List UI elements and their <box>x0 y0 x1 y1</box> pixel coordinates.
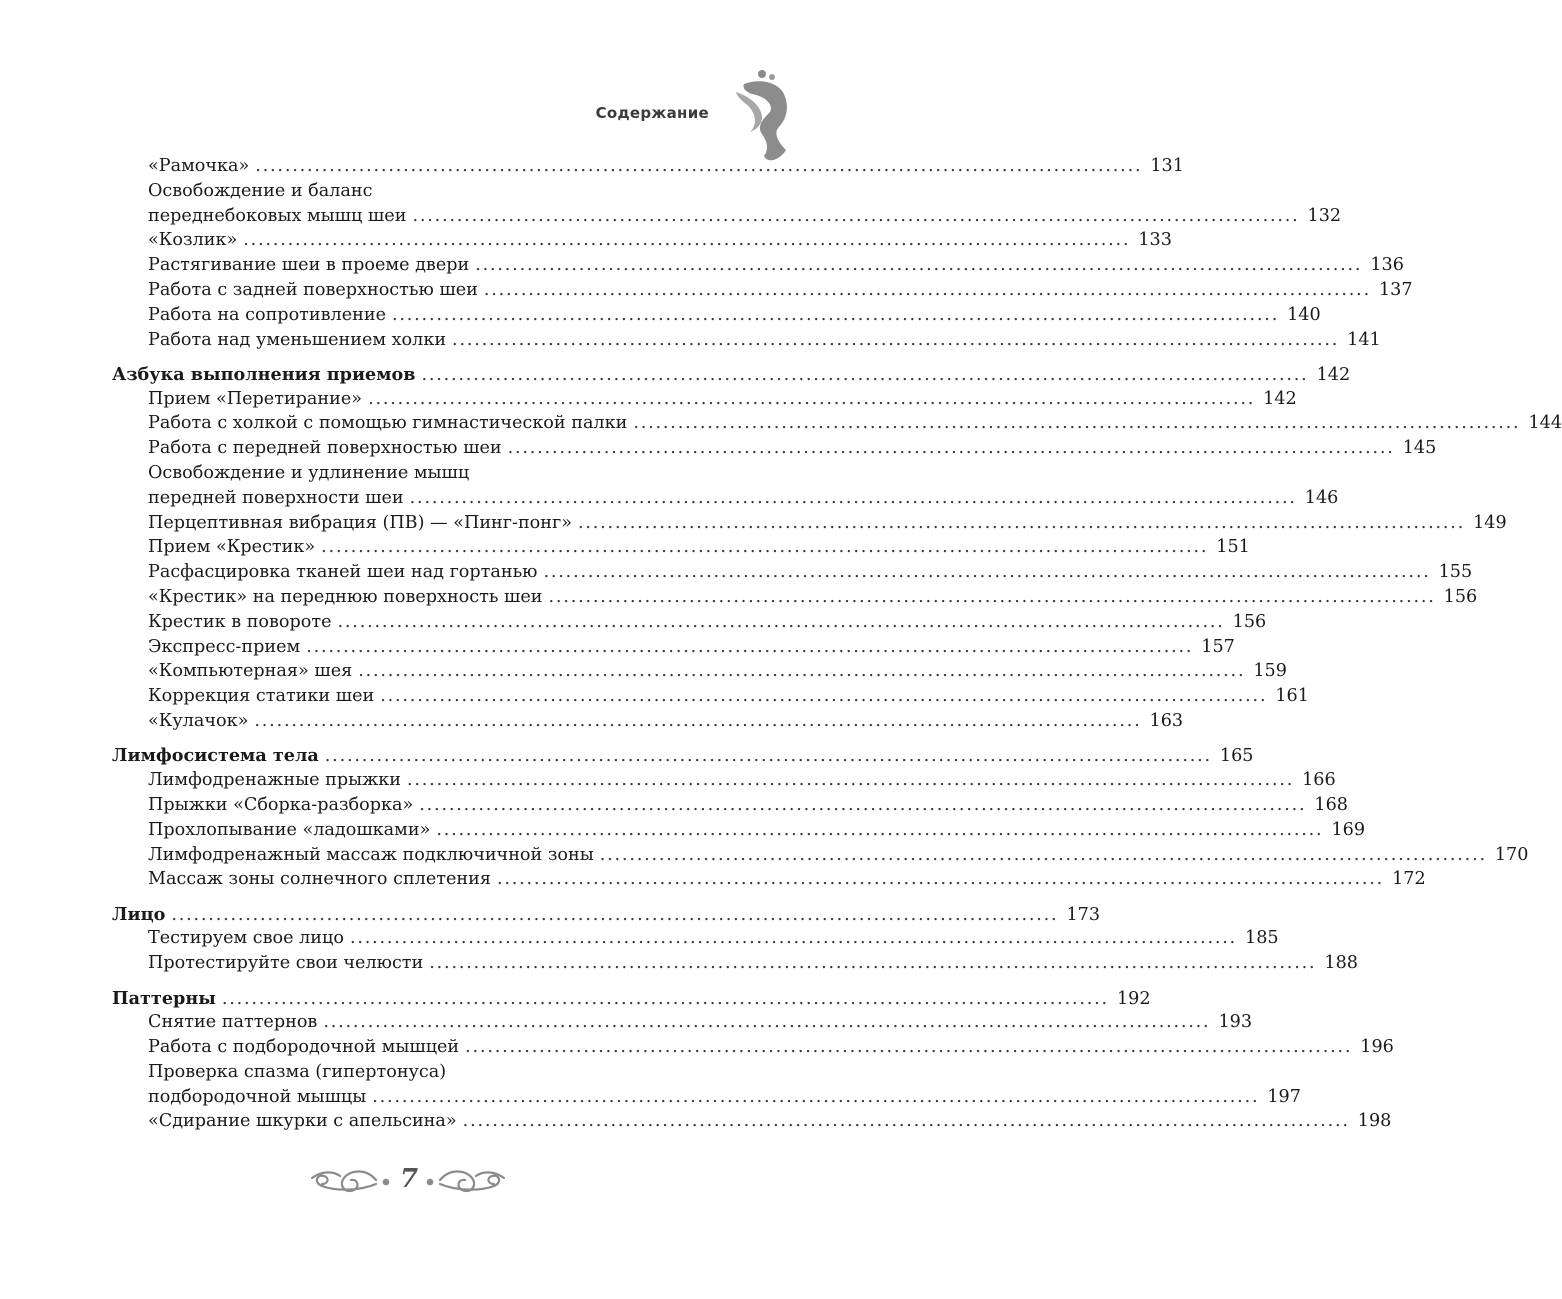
toc-entry-row <box>112 661 1287 686</box>
leader-dots: ........................................................................................................................ <box>380 686 1268 707</box>
leader-dots: ........................................................................................................................ <box>507 438 1395 459</box>
toc-entry-row <box>112 587 1478 612</box>
toc-entry-row <box>112 611 1267 637</box>
toc-entry-row <box>112 686 1309 711</box>
toc-entry-row <box>112 869 1426 894</box>
leader-dots: ........................................................................................................................ <box>391 304 1280 325</box>
toc-page-number: 188 <box>1324 953 1358 974</box>
toc-page-number: 146 <box>1304 487 1339 508</box>
toc-page-number: 166 <box>1302 770 1336 791</box>
toc-entry-title: Растягивание шеи в проеме двери <box>148 255 470 276</box>
toc-section-row <box>112 363 1351 389</box>
leader-dots: ........................................................................................................................ <box>421 364 1309 385</box>
toc-entry-title: Массаж зоны солнечного сплетения <box>148 869 491 890</box>
running-header-title: Содержание <box>595 104 709 122</box>
toc-entry-row <box>112 230 1172 255</box>
toc-page-number: 140 <box>1287 304 1321 325</box>
leader-dots: ........................................................................................................................ <box>368 388 1256 409</box>
leader-dots: ........................................................................................................................ <box>543 562 1431 583</box>
toc-entry-row <box>112 512 1507 538</box>
leader-dots: ........................................................................................................................ <box>633 413 1521 434</box>
leader-dots: ........................................................................................................................ <box>321 537 1209 558</box>
toc-entry-title: Работа на сопротивление <box>148 304 386 325</box>
footer-ornament <box>0 1160 856 1204</box>
toc-entry-title: Азбука выполнения приемов <box>112 363 416 385</box>
toc-entry-title: Проверка спазма (гипертонуса) <box>148 1061 447 1082</box>
toc-page-number: 142 <box>1263 388 1297 409</box>
right-flourish-icon <box>428 1172 504 1192</box>
leader-dots: ........................................................................................................................ <box>243 230 1131 251</box>
toc-entry-row <box>112 329 1381 355</box>
toc-entry-title: Крестик в повороте <box>148 611 332 632</box>
leader-dots: ........................................................................................................................ <box>475 255 1363 276</box>
left-flourish-icon <box>312 1172 388 1192</box>
toc-entry-title: Расфасцировка тканей шеи над гортанью <box>148 562 538 583</box>
toc-page-number: 156 <box>1232 611 1267 632</box>
toc-entry-row <box>112 181 710 206</box>
leader-dots: ........................................................................................................................ <box>324 746 1212 767</box>
toc-page-number: 196 <box>1360 1037 1394 1058</box>
toc-entry-title: Прием «Перетирание» <box>148 388 363 409</box>
toc-page-number: 159 <box>1253 661 1287 682</box>
leader-dots: ........................................................................................................................ <box>409 487 1297 508</box>
toc-entry-title: Работа с задней поверхностью шеи <box>148 279 478 300</box>
toc-entry-title: переднебоковых мышц шеи <box>148 205 407 226</box>
leader-dots: ........................................................................................................................ <box>254 711 1142 732</box>
leader-dots: ........................................................................................................................ <box>358 661 1246 682</box>
toc-entry-row <box>112 413 1562 438</box>
toc-entry-title: Коррекция статики шеи <box>148 686 375 707</box>
toc-entry-row <box>112 255 1404 280</box>
toc-entry-row <box>112 1086 1301 1112</box>
leader-dots: ........................................................................................................................ <box>599 844 1487 865</box>
toc-page-number: 168 <box>1314 794 1348 815</box>
leader-dots: ........................................................................................................................ <box>407 770 1295 791</box>
leader-dots: ........................................................................................................................ <box>171 904 1059 925</box>
toc-entry-title: Протестируйте свои челюсти <box>148 953 424 974</box>
leader-dots: ........................................................................................................................ <box>465 1037 1353 1058</box>
toc-entry-row <box>112 205 1342 231</box>
toc-page-number: 163 <box>1149 711 1184 732</box>
toc-entry-title: «Рамочка» <box>148 156 250 176</box>
toc-page-number: 197 <box>1267 1086 1301 1107</box>
leader-dots: ........................................................................................................................ <box>323 1012 1211 1033</box>
toc-entry-title: Перцептивная вибрация (ПВ) — «Пинг-понг» <box>148 512 572 533</box>
toc-entry-row <box>112 953 1358 978</box>
silhouette-face-icon <box>734 68 794 164</box>
toc-entry-title: Освобождение и баланс <box>148 180 373 201</box>
toc-entry-title: Лимфосистема тела <box>112 745 319 767</box>
toc-entry-row <box>112 304 1321 330</box>
toc-entry-row <box>112 438 1437 463</box>
toc-page-number: 165 <box>1219 746 1254 767</box>
toc-page-number: 151 <box>1216 537 1250 558</box>
toc-page-number: 136 <box>1370 255 1404 276</box>
toc-page-number: 142 <box>1316 364 1351 385</box>
toc-entry-row <box>112 562 1473 587</box>
leader-dots: ........................................................................................................................ <box>462 1111 1350 1132</box>
leader-dots: ........................................................................................................................ <box>429 953 1317 974</box>
toc-entry-title: Лицо <box>112 903 166 925</box>
toc-entry-title: Прохлопывание «ладошками» <box>148 819 431 840</box>
toc-page-number: 141 <box>1347 329 1381 350</box>
toc-page-number: 192 <box>1116 988 1151 1009</box>
toc-page-number: 161 <box>1275 686 1309 707</box>
toc-entry-title: Снятие паттернов <box>148 1012 318 1033</box>
toc-entry-title: Работа с холкой с помощью гимнастической палки <box>148 413 628 434</box>
toc-entry-title: «Сдирание шкурки с апельсина» <box>148 1111 457 1132</box>
toc-page-number: 156 <box>1443 587 1478 608</box>
toc-entry-title: «Крестик» на переднюю поверхность шеи <box>148 587 543 608</box>
leader-dots: ........................................................................................................................ <box>412 205 1300 226</box>
leader-dots: ........................................................................................................................ <box>496 869 1385 890</box>
toc-entry-row <box>112 279 1413 305</box>
toc-entry-title: Освобождение и удлинение мышц <box>148 463 470 484</box>
toc-entry-title: «Компьютерная» шея <box>148 661 353 682</box>
toc-entry-title: Лимфодренажные прыжки <box>148 770 401 791</box>
leader-dots: ........................................................................................................................ <box>372 1086 1260 1107</box>
toc-page-number: 169 <box>1331 819 1366 840</box>
toc-entry-row <box>112 463 710 488</box>
leader-dots: ........................................................................................................................ <box>483 279 1371 300</box>
toc-page-number: 155 <box>1438 562 1473 583</box>
toc-page-number: 157 <box>1201 636 1235 657</box>
leader-dots: ........................................................................................................................ <box>577 512 1466 533</box>
toc-entry-row <box>112 1012 1253 1037</box>
leader-dots: ........................................................................................................................ <box>221 988 1109 1009</box>
leader-dots: ........................................................................................................................ <box>452 329 1340 350</box>
toc-page-number: 144 <box>1528 413 1562 434</box>
leader-dots: ........................................................................................................................ <box>419 794 1307 815</box>
toc-entry-row <box>112 770 1336 795</box>
toc-entry-title: «Кулачок» <box>148 711 249 732</box>
toc-entry-row <box>112 487 1339 513</box>
table-of-contents <box>112 156 1562 1136</box>
toc-entry-title: Экспресс-прием <box>148 636 301 657</box>
toc-entry-title: Паттерны <box>112 987 216 1009</box>
toc-entry-title: Тестируем свое лицо <box>148 928 344 949</box>
toc-section-row <box>112 903 1101 929</box>
page-number: 7 <box>399 1164 419 1194</box>
toc-page-number: 173 <box>1066 904 1101 925</box>
toc-entry-row <box>112 928 1279 953</box>
toc-entry-row <box>112 537 1250 562</box>
toc-page-number: 145 <box>1402 438 1437 459</box>
toc-entry-row <box>112 711 1184 736</box>
toc-page-number: 137 <box>1378 279 1413 300</box>
toc-page-number: 149 <box>1473 512 1507 533</box>
toc-page-number: 198 <box>1357 1111 1392 1132</box>
toc-entry-title: Работа над уменьшением холки <box>148 329 447 350</box>
toc-section-row <box>112 745 1254 770</box>
toc-page-number: 131 <box>1150 156 1184 176</box>
toc-page-number: 133 <box>1138 230 1172 251</box>
toc-entry-title: Работа с подбородочной мышцей <box>148 1037 460 1058</box>
leader-dots: ........................................................................................................................ <box>337 611 1225 632</box>
toc-entry-row <box>112 794 1348 820</box>
toc-entry-row <box>112 819 1366 845</box>
toc-entry-row <box>112 1037 1394 1062</box>
leader-dots: ........................................................................................................................ <box>436 819 1324 840</box>
toc-entry-title: передней поверхности шеи <box>148 487 404 508</box>
leader-dots: ........................................................................................................................ <box>306 636 1194 657</box>
toc-entry-title: Прыжки «Сборка-разборка» <box>148 794 414 815</box>
toc-page-number: 132 <box>1307 205 1342 226</box>
toc-entry-title: подбородочной мышцы <box>148 1086 367 1107</box>
leader-dots: ........................................................................................................................ <box>255 156 1143 176</box>
toc-page-number: 172 <box>1392 869 1426 890</box>
toc-entry-row <box>112 844 1529 870</box>
toc-entry-title: Работа с передней поверхностью шеи <box>148 438 502 459</box>
toc-entry-row <box>112 388 1297 414</box>
toc-entry-title: Прием «Крестик» <box>148 537 316 558</box>
toc-entry-title: «Козлик» <box>148 230 238 251</box>
toc-entry-row <box>112 636 1235 662</box>
leader-dots: ........................................................................................................................ <box>548 587 1436 608</box>
toc-page-number: 170 <box>1494 844 1529 865</box>
toc-section-row <box>112 987 1151 1013</box>
toc-page-number: 193 <box>1218 1012 1253 1033</box>
toc-entry-row <box>112 1111 1392 1136</box>
leader-dots: ........................................................................................................................ <box>349 928 1238 949</box>
toc-page-number: 185 <box>1245 928 1279 949</box>
toc-entry-row <box>112 156 1184 181</box>
toc-entry-title: Лимфодренажный массаж подключичной зоны <box>148 844 594 865</box>
toc-entry-row <box>112 1062 710 1087</box>
